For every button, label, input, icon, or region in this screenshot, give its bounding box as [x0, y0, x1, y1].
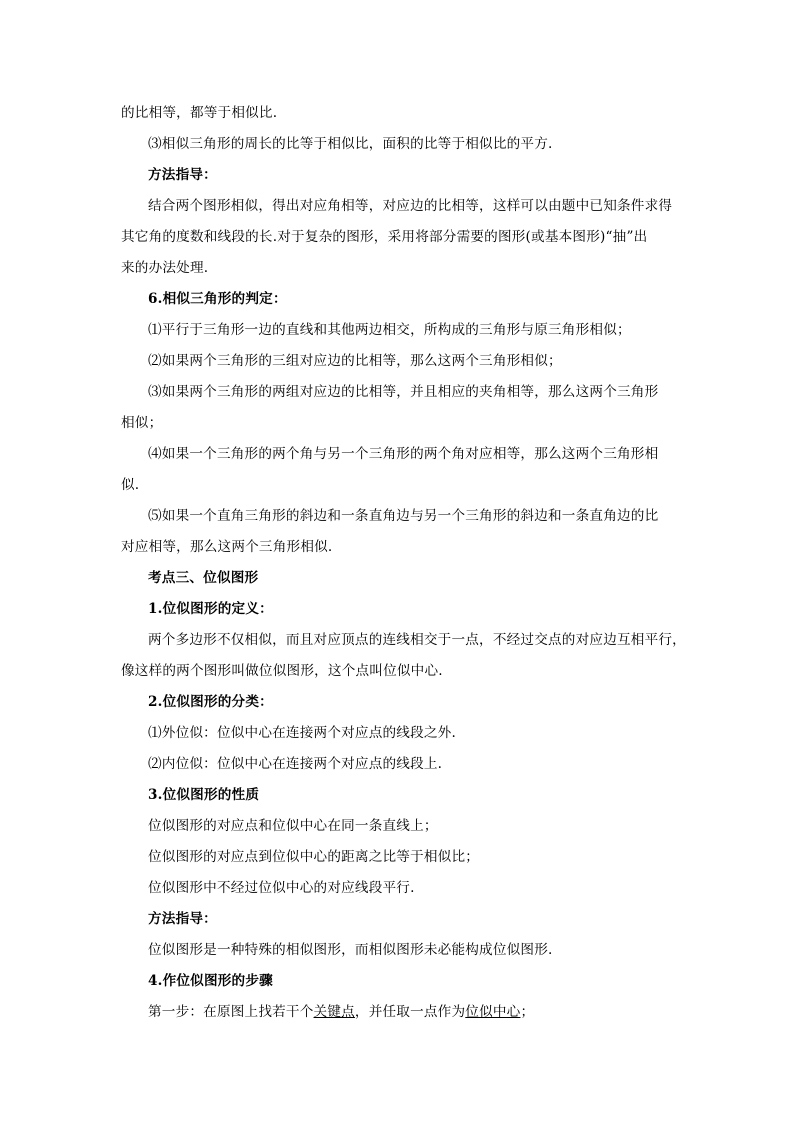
text-line: 似.	[121, 477, 140, 493]
section-heading: 方法指导：	[148, 911, 217, 927]
text-line: 位似图形是一种特殊的相似图形，而相似图形未必能构成位似图形.	[148, 942, 553, 958]
text-line: 的比相等，都等于相似比.	[121, 105, 278, 121]
text-line: 对应相等，那么这两个三角形相似.	[121, 539, 333, 555]
text-line: 两个多边形不仅相似，而且对应顶点的连线相交于一点，不经过交点的对应边互相平行，	[148, 632, 686, 648]
section-heading: 3.位似图形的性质	[148, 787, 260, 803]
text-segment: 第一步：在原图上找若干个	[148, 1004, 314, 1020]
text-line	[148, 1002, 681, 1022]
text-line: ⑵如果两个三角形的三组对应边的比相等，那么这两个三角形相似；	[148, 353, 562, 369]
text-line: ⑸如果一个直角三角形的斜边和一条直角边与另一个三角形的斜边和一条直角边的比	[148, 508, 659, 524]
text-line: ⑶如果两个三角形的两组对应边的比相等，并且相应的夹角相等，那么这两个三角形	[148, 384, 659, 400]
underlined-term: 关键点	[313, 1004, 355, 1020]
text-line: 位似图形的对应点到位似中心的距离之比等于相似比；	[148, 849, 480, 865]
text-line: ⑴平行于三角形一边的直线和其他两边相交，所构成的三角形与原三角形相似；	[148, 322, 631, 338]
text-line: 位似图形中不经过位似中心的对应线段平行.	[148, 880, 415, 896]
text-line: 来的办法处理.	[121, 260, 209, 276]
section-heading: 4.作位似图形的步骤	[148, 973, 273, 989]
section-heading: 6.相似三角形的判定：	[148, 291, 287, 307]
section-heading: 考点三、位似图形	[148, 570, 259, 586]
text-line: 结合两个图形相似，得出对应角相等，对应边的比相等，这样可以由题中已知条件求得	[148, 198, 673, 214]
text-line: ⑷如果一个三角形的两个角与另一个三角形的两个角对应相等，那么这两个三角形相	[148, 446, 659, 462]
underlined-term: 位似中心	[465, 1004, 521, 1020]
text-line: 相似；	[121, 415, 163, 431]
text-line: 像这样的两个图形叫做位似图形，这个点叫位似中心.	[121, 663, 443, 679]
section-heading: 2.位似图形的分类：	[148, 694, 273, 710]
text-segment: ；	[520, 1004, 535, 1020]
text-line: ⑶相似三角形的周长的比等于相似比，面积的比等于相似比的平方.	[148, 136, 553, 152]
text-line: 位似图形的对应点和位似中心在同一条直线上；	[148, 818, 438, 834]
section-heading: 1.位似图形的定义：	[148, 601, 273, 617]
text-line: ⑵内位似：位似中心在连接两个对应点的线段上.	[148, 756, 443, 772]
text-line: ⑴外位似：位似中心在连接两个对应点的线段之外.	[148, 725, 456, 741]
text-segment: ，并任取一点作为	[354, 1004, 466, 1020]
text-line: 其它角的度数和线段的长.对于复杂的图形，采用将部分需要的图形(或基本图形)“抽”出	[121, 229, 648, 245]
section-heading: 方法指导：	[148, 167, 217, 183]
